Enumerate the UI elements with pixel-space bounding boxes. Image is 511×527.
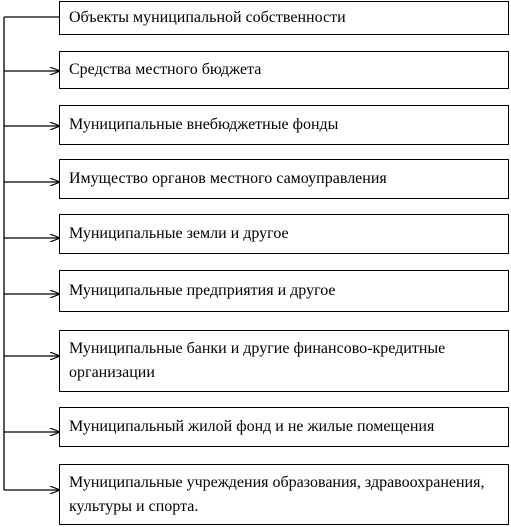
item-label-5: Муниципальные предприятия и другое [69, 282, 336, 299]
root-label: Объекты муниципальной собственности [69, 9, 346, 26]
item-box-2 [59, 105, 509, 145]
item-label-8: Муниципальные учреждения образования, здравоохранения, культуры и спорта. [69, 473, 485, 515]
item-box-5 [59, 270, 509, 312]
item-box-6 [59, 330, 509, 392]
item-label-1: Средства местного бюджета [69, 61, 262, 78]
item-label-7: Муниципальный жилой фонд и не жилые помещения [69, 418, 435, 435]
item-box-7 [59, 407, 509, 447]
item-box-8 [59, 464, 509, 525]
item-box-1 [59, 51, 509, 89]
item-box-4 [59, 214, 509, 254]
item-label-2: Муниципальные внебюджетные фонды [69, 116, 339, 133]
item-box-3 [59, 159, 509, 199]
item-label-3: Имущество органов местного самоуправления [69, 170, 387, 187]
root-box [59, 1, 509, 35]
item-label-6: Муниципальные банки и другие финансово-кредитные организации [69, 340, 446, 381]
item-label-4: Муниципальные земли и другое [69, 225, 289, 242]
